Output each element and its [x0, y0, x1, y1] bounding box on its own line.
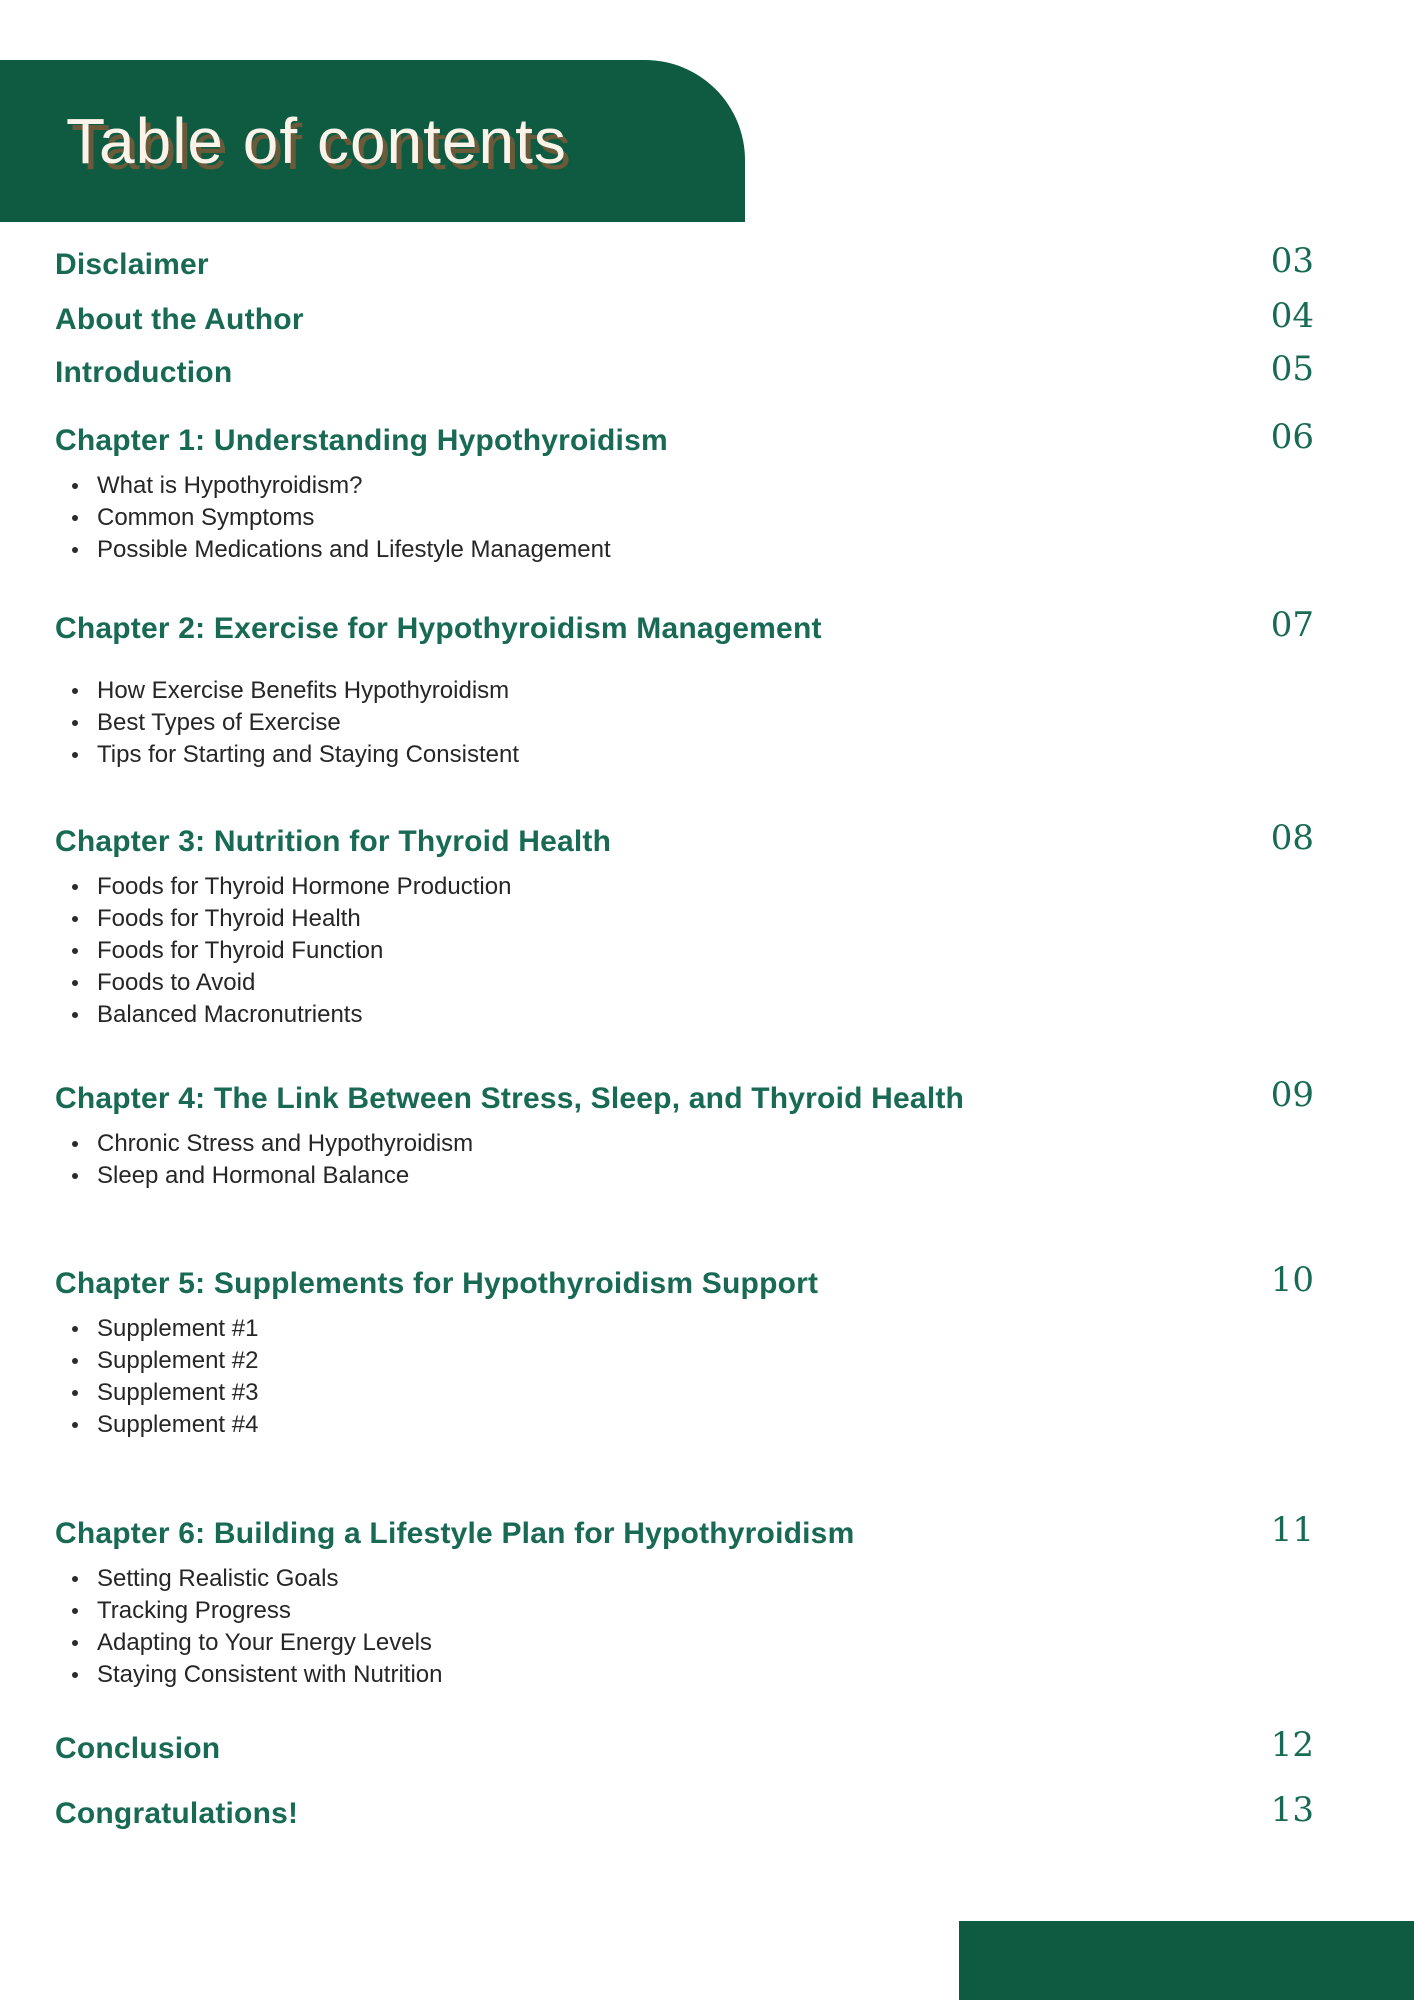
toc-subitem: Setting Realistic Goals — [55, 1563, 1314, 1595]
toc-entry-title[interactable]: Congratulations! — [55, 1797, 299, 1830]
toc-page-number[interactable]: 11 — [1270, 1510, 1314, 1550]
toc-subitem: Chronic Stress and Hypothyroidism — [55, 1128, 1314, 1160]
toc-subitem-list — [55, 1128, 1314, 1192]
toc-subitem: Balanced Macronutrients — [55, 999, 1314, 1031]
toc-page-number[interactable]: 13 — [1270, 1790, 1314, 1830]
toc-section-chapter-1 — [55, 417, 1314, 566]
toc-section-disclaimer — [55, 241, 1314, 282]
toc-subitem: Foods for Thyroid Health — [55, 903, 1314, 935]
toc-subitem: How Exercise Benefits Hypothyroidism — [55, 675, 1314, 707]
toc-subitem: Tips for Starting and Staying Consistent — [55, 739, 1314, 771]
toc-subitem: Foods to Avoid — [55, 967, 1314, 999]
toc-entry-title[interactable]: Introduction — [55, 356, 233, 389]
toc-page-number[interactable]: 03 — [1270, 241, 1314, 281]
toc-subitem: Common Symptoms — [55, 502, 1314, 534]
toc-section-conclusion — [55, 1725, 1314, 1766]
toc-page-number[interactable]: 12 — [1270, 1725, 1314, 1765]
toc-section-chapter-5 — [55, 1260, 1314, 1441]
toc-subitem: Sleep and Hormonal Balance — [55, 1160, 1314, 1192]
toc-entry-title[interactable]: Chapter 2: Exercise for Hypothyroidism Management — [55, 612, 822, 645]
toc-entry-title[interactable]: Chapter 6: Building a Lifestyle Plan for Hypothyroidism — [55, 1517, 855, 1550]
toc-page-number[interactable]: 05 — [1270, 349, 1314, 389]
toc-entry-title[interactable]: Chapter 5: Supplements for Hypothyroidism Support — [55, 1267, 819, 1300]
footer-accent-bar — [959, 1921, 1414, 2000]
toc-subitem-list — [55, 871, 1314, 1031]
toc-subitem-list — [55, 1563, 1314, 1691]
toc-page-number[interactable]: 07 — [1270, 605, 1314, 645]
toc-subitem: Supplement #3 — [55, 1377, 1314, 1409]
toc-page-number[interactable]: 06 — [1270, 417, 1314, 457]
toc-subitem: Supplement #2 — [55, 1345, 1314, 1377]
toc-subitem: Best Types of Exercise — [55, 707, 1314, 739]
toc-subitem: Foods for Thyroid Hormone Production — [55, 871, 1314, 903]
page-title: Table of contents — [66, 105, 567, 177]
toc-page-number[interactable]: 08 — [1270, 818, 1314, 858]
toc-section-chapter-2 — [55, 605, 1314, 771]
toc-section-chapter-3 — [55, 818, 1314, 1031]
toc-entry-title[interactable]: Chapter 3: Nutrition for Thyroid Health — [55, 825, 612, 858]
toc-entry-title[interactable]: Chapter 4: The Link Between Stress, Sleep, and Thyroid Health — [55, 1082, 965, 1115]
toc-subitem: Foods for Thyroid Function — [55, 935, 1314, 967]
toc-subitem-list — [55, 1313, 1314, 1441]
toc-section-about-the-author — [55, 296, 1314, 337]
toc-banner — [0, 60, 745, 222]
toc-page-number[interactable]: 04 — [1270, 296, 1314, 336]
toc-subitem: Possible Medications and Lifestyle Management — [55, 534, 1314, 566]
toc-subitem-list — [55, 470, 1314, 566]
toc-entry-title[interactable]: About the Author — [55, 303, 304, 336]
toc-subitem-list — [55, 675, 1314, 771]
toc-section-chapter-6 — [55, 1510, 1314, 1691]
toc-section-chapter-4 — [55, 1075, 1314, 1192]
toc-subitem: Staying Consistent with Nutrition — [55, 1659, 1314, 1691]
toc-entry-title[interactable]: Chapter 1: Understanding Hypothyroidism — [55, 424, 668, 457]
toc-page-number[interactable]: 09 — [1270, 1075, 1314, 1115]
toc-entry-title[interactable]: Disclaimer — [55, 248, 209, 281]
toc-subitem: What is Hypothyroidism? — [55, 470, 1314, 502]
toc-page-number[interactable]: 10 — [1270, 1260, 1314, 1300]
toc-entry-title[interactable]: Conclusion — [55, 1732, 221, 1765]
toc-subitem: Supplement #4 — [55, 1409, 1314, 1441]
toc-section-congratulations — [55, 1790, 1314, 1831]
toc-subitem: Tracking Progress — [55, 1595, 1314, 1627]
toc-subitem: Adapting to Your Energy Levels — [55, 1627, 1314, 1659]
toc-subitem: Supplement #1 — [55, 1313, 1314, 1345]
toc-section-introduction — [55, 349, 1314, 390]
